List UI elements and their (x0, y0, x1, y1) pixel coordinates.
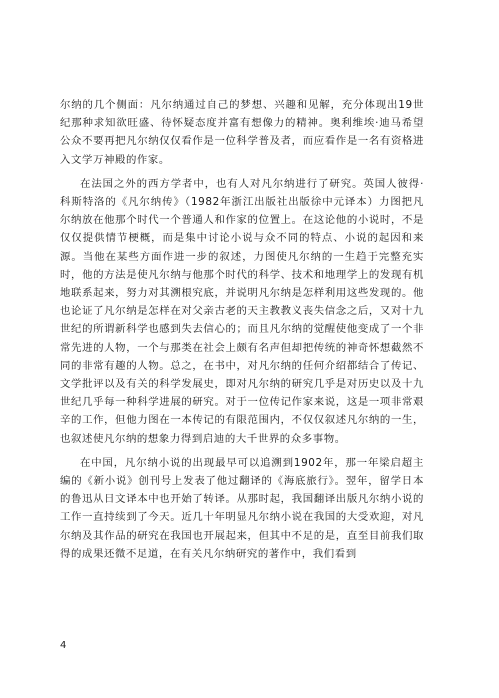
paragraph-continuation: 尔纳的几个侧面：凡尔纳通过自己的梦想、兴趣和见解，充分体现出19世纪那种求知欲旺盛、待怀疑态度并富有想像力的精神。奥利维埃·迪马希望公众不要再把凡尔纳仅仅看作是一位科学普及者，而应看作是一名有资格进入文学万神殿的作家。 (60, 99, 424, 166)
page-number: 4 (60, 640, 67, 651)
body-text (60, 96, 424, 563)
paragraph-china-reception: 在中国，凡尔纳小说的出现最早可以追溯到1902年，那一年梁启超主编的《新小说》创刊号上发表了他过翻译的《海底旅行》。翌年，留学日本的鲁迅从日文译本中也开始了转译。从那时起，我国翻译出版凡尔纳小说的工作一直持续到了今天。近几十年明显凡尔纳小说在我国的大受欢迎，对凡尔纳及其作品的研究在我国也开展起来，但其中不足的是，直至目前我们取得的成果还微不足道，在有关凡尔纳研究的著作中，我们看到 (60, 456, 424, 560)
paragraph-western-scholars: 在法国之外的西方学者中，也有人对凡尔纳进行了研究。英国人彼得·科斯特洛的《凡尔纳传》（1982年浙江出版社出版徐中元译本）力图把凡尔纳放在他那个时代一个普通人和作家的位置上。在这论他的小说时，不是仅仅提供情节梗概，而是集中讨论小说与众不同的特点、小说的起因和来源。当他在某些方面作进一步的叙述，力图使凡尔纳的一生趋于完整充实时，他的方法是使凡尔纳与他那个时代的科学、技术和地理学上的发现有机地联系起来，努力对其溯根究底，并说明凡尔纳是怎样利用这些发现的。他也论证了凡尔纳是怎样在对父亲古老的天主教教义丧失信念之后，又对十九世纪的所谓新科学也感到失去信心的；而且凡尔纳的觉醒使他变成了一个非常先进的人物，一个与那类在社会上颇有名声但却把传统的神奇怀想截然不同的非常有趣的人物。总之，在书中，对凡尔纳的任何介绍都结合了传记、文学批评以及有关的科学发展史，即对凡尔纳的研究几乎是对历史以及十九世纪几乎每一种科学进展的研究。对于一位传记作家来说，这是一项非常艰辛的工作，但他力图在一本传记的有限范围内，不仅仅叙述凡尔纳的一生，也叙述使凡尔纳的想象力得到启迪的大千世界的众多事物。 (60, 177, 424, 445)
